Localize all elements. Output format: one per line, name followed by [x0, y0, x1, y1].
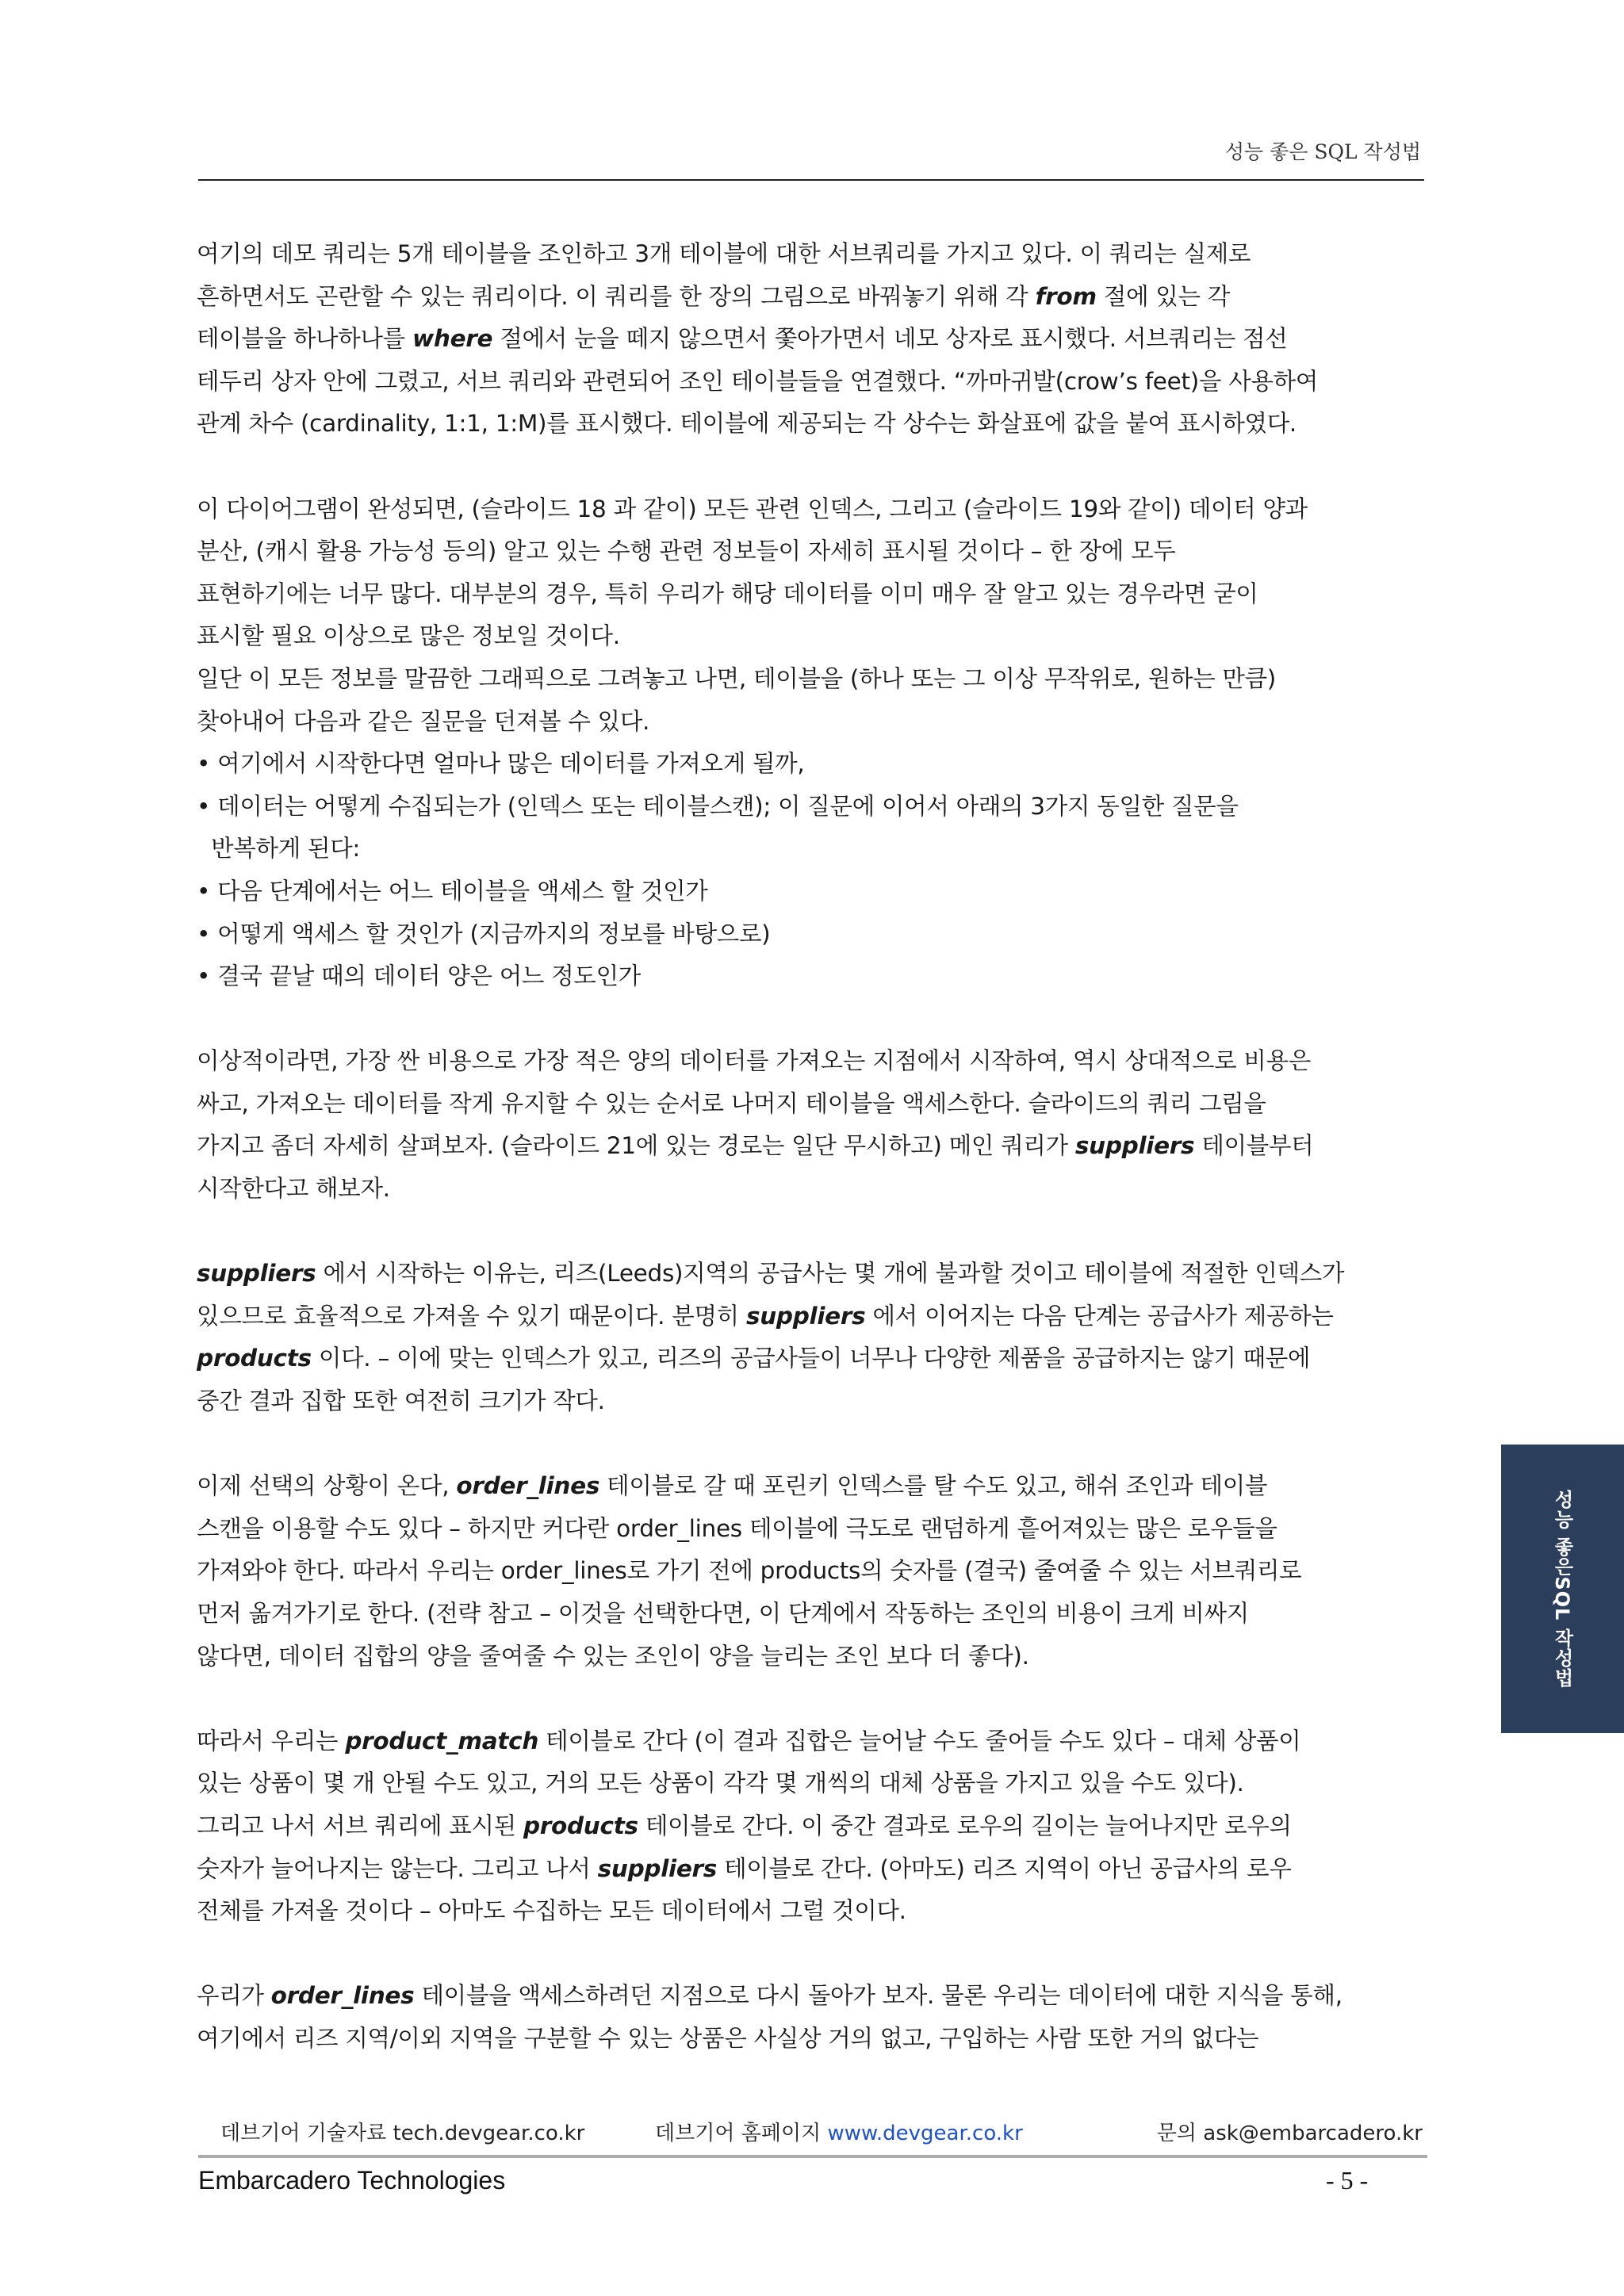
- text-segment: 따라서 우리는: [197, 1727, 346, 1755]
- text-segment: 가지고 좀더 자세히 살펴보자. (슬라이드 21에 있는 경로는 일단 무시하고) 메인 쿼리가: [197, 1132, 1075, 1160]
- text-segment: 이제 선택의 상황이 온다,: [197, 1472, 457, 1500]
- page-number: - 5 -: [1326, 2166, 1369, 2195]
- text-segment: 테이블부터: [1194, 1132, 1314, 1160]
- text-segment: 이 다이어그램이 완성되면, (슬라이드 18 과 같이) 모든 관련 인덱스, 그리고 (슬라이드 19와 같이) 데이터 양과: [197, 495, 1308, 522]
- footer-home-label: 데브기어 홈페이지: [655, 2122, 822, 2145]
- table-name-term: suppliers: [597, 1854, 718, 1882]
- footer-company: Embarcadero Technologies: [198, 2166, 506, 2195]
- text-line: [197, 913, 1434, 956]
- text-segment: 테이블을 하나하나를: [197, 325, 412, 353]
- footer-contact-label: 문의: [1156, 2122, 1197, 2145]
- header-rule: [198, 179, 1424, 181]
- text-segment: 싸고, 가져오는 데이터를 작게 유지할 수 있는 순서로 나머지 테이블을 액세스한다. 슬라이드의 쿼리 그림을: [197, 1089, 1266, 1117]
- text-segment: 절에서 눈을 떼지 않으면서 쫓아가면서 네모 상자로 표시했다. 서브쿼리는 점선: [492, 325, 1288, 353]
- text-segment: 흔하면서도 곤란할 수 있는 쿼리이다. 이 쿼리를 한 장의 그림으로 바꿔놓기 위해 각: [197, 282, 1036, 310]
- text-line: [197, 615, 1434, 658]
- paragraph-2: [197, 488, 1434, 998]
- page-header-title: 성능 좋은 SQL 작성법: [1224, 140, 1421, 163]
- text-line: [197, 1550, 1434, 1593]
- text-segment: 테이블로 갈 때 포린키 인덱스를 탈 수도 있고, 해쉬 조인과 테이블: [599, 1472, 1268, 1500]
- text-line: [197, 488, 1434, 531]
- text-line: [197, 1083, 1434, 1126]
- text-line: [197, 573, 1434, 616]
- text-segment: 우리가: [197, 1982, 271, 2010]
- text-line: [197, 1125, 1434, 1168]
- text-segment: 가져와야 한다. 따라서 우리는 order_lines로 가기 전에 products의 숫자를 (결국) 줄여줄 수 있는 서브쿼리로: [197, 1557, 1302, 1585]
- text-line: [197, 828, 1434, 871]
- paragraph-7: [197, 1975, 1434, 2060]
- table-name-term: suppliers: [745, 1302, 866, 1330]
- text-segment: 먼저 옮겨가기로 한다. (전략 참고 – 이것을 선택한다면, 이 단계에서 작동하는 조인의 비용이 크게 비싸지: [197, 1600, 1249, 1627]
- text-segment: 여기의 데모 쿼리는 5개 테이블을 조인하고 3개 테이블에 대한 서브쿼리를 가지고 있다. 이 쿼리는 실제로: [197, 240, 1251, 267]
- text-segment: 테이블을 액세스하려던 지점으로 다시 돌아가 보자. 물론 우리는 데이터에 대한 지식을 통해,: [414, 1982, 1342, 2010]
- text-line: [197, 1508, 1434, 1551]
- text-line: [197, 871, 1434, 913]
- side-chapter-tab: [1501, 1445, 1624, 1733]
- text-segment: 테두리 상자 안에 그렸고, 서브 쿼리와 관련되어 조인 테이블들을 연결했다. “까마귀발(crow’s feet)을 사용하여: [197, 367, 1319, 395]
- text-segment: 절에 있는 각: [1096, 282, 1231, 310]
- paragraph-5: [197, 1465, 1434, 1678]
- text-segment: 이상적이라면, 가장 싼 비용으로 가장 적은 양의 데이터를 가져오는 지점에서 시작하여, 역시 상대적으로 비용은: [197, 1047, 1312, 1075]
- footer-tech-site[interactable]: tech.devgear.co.kr: [393, 2122, 585, 2145]
- body-content: [197, 233, 1434, 2061]
- text-line: [197, 361, 1434, 404]
- text-line: [197, 2018, 1434, 2061]
- table-name-term: suppliers: [1074, 1132, 1195, 1160]
- text-segment: 이다. – 이에 맞는 인덱스가 있고, 리즈의 공급사들이 너무나 다양한 제품을 공급하지는 않기 때문에: [311, 1345, 1311, 1372]
- text-segment: 테이블로 간다. 이 중간 결과로 로우의 길이는 늘어나지만 로우의: [638, 1812, 1292, 1839]
- text-segment: 중간 결과 집합 또한 여전히 크기가 작다.: [197, 1387, 605, 1415]
- side-tab-label: 성능 좋은SQL 작성법: [1551, 1490, 1573, 1688]
- text-line: [197, 1890, 1434, 1933]
- text-segment: 전체를 가져올 것이다 – 아마도 수집하는 모든 데이터에서 그럴 것이다.: [197, 1897, 906, 1925]
- table-name-term: product_match: [345, 1727, 539, 1755]
- table-name-term: order_lines: [456, 1472, 600, 1500]
- text-line: [197, 318, 1434, 361]
- text-line: [197, 276, 1434, 319]
- text-line: [197, 1762, 1434, 1805]
- text-segment: 일단 이 모든 정보를 말끔한 그래픽으로 그려놓고 나면, 테이블을 (하나 또는 그 이상 무작위로, 원하는 만큼): [197, 664, 1277, 692]
- footer-tech-label: 데브기어 기술자료: [220, 2122, 387, 2145]
- footer-home-link[interactable]: www.devgear.co.kr: [827, 2122, 1023, 2145]
- text-line: [197, 743, 1434, 786]
- text-segment: • 결국 끝날 때의 데이터 양은 어느 정도인가: [197, 962, 641, 990]
- text-segment: 표현하기에는 너무 많다. 대부분의 경우, 특히 우리가 해당 데이터를 이미 매우 잘 알고 있는 경우라면 굳이: [197, 580, 1258, 607]
- text-segment: 숫자가 늘어나지는 않는다. 그리고 나서: [197, 1854, 598, 1882]
- text-segment: 시작한다고 해보자.: [197, 1175, 390, 1203]
- footer-links: [220, 2117, 1423, 2149]
- text-segment: 있으므로 효율적으로 가져올 수 있기 때문이다. 분명히: [197, 1302, 746, 1330]
- text-line: [197, 701, 1434, 744]
- table-name-term: products: [523, 1812, 638, 1839]
- text-segment: 스캔을 이용할 수도 있다 – 하지만 커다란 order_lines 테이블에 극도로 랜덤하게 흩어져있는 많은 로우들을: [197, 1514, 1277, 1542]
- text-line: [197, 1805, 1434, 1848]
- text-line: [197, 1253, 1434, 1295]
- text-segment: 표시할 필요 이상으로 많은 정보일 것이다.: [197, 622, 620, 650]
- text-line: [197, 1636, 1434, 1678]
- paragraph-1: [197, 233, 1434, 446]
- text-segment: 분산, (캐시 활용 가능성 등의) 알고 있는 수행 관련 정보들이 자세히 표시될 것이다 – 한 장에 모두: [197, 538, 1176, 565]
- text-line: [197, 1295, 1434, 1338]
- text-segment: 테이블로 간다. (아마도) 리즈 지역이 아닌 공급사의 로우: [717, 1854, 1292, 1882]
- text-line: [197, 1975, 1434, 2018]
- text-segment: • 어떻게 액세스 할 것인가 (지금까지의 정보를 바탕으로): [197, 920, 771, 947]
- text-line: [197, 1848, 1434, 1891]
- table-name-term: suppliers: [197, 1260, 316, 1288]
- paragraph-6: [197, 1720, 1434, 1933]
- text-segment: 그리고 나서 서브 쿼리에 표시된: [197, 1812, 523, 1839]
- text-segment: • 여기에서 시작한다면 얼마나 많은 데이터를 가져오게 될까,: [197, 750, 805, 778]
- text-line: [197, 786, 1434, 828]
- text-line: [197, 1040, 1434, 1083]
- text-line: [197, 403, 1434, 446]
- text-line: [197, 1380, 1434, 1423]
- text-segment: • 데이터는 어떻게 수집되는가 (인덱스 또는 테이블스캔); 이 질문에 이어서 아래의 3가지 동일한 질문을: [197, 792, 1239, 820]
- text-segment: 찾아내어 다음과 같은 질문을 던져볼 수 있다.: [197, 707, 650, 735]
- text-segment: 에서 이어지는 다음 단계는 공급사가 제공하는: [865, 1302, 1334, 1330]
- text-line: [197, 233, 1434, 276]
- text-line: [197, 1720, 1434, 1763]
- footer-contact: [1157, 2117, 1423, 2146]
- text-segment: • 다음 단계에서는 어느 테이블을 액세스 할 것인가: [197, 877, 708, 905]
- text-line: [197, 1168, 1434, 1211]
- footer-home: [655, 2117, 1023, 2146]
- footer-rule: [198, 2155, 1427, 2158]
- text-segment: 반복하게 된다:: [197, 835, 361, 863]
- paragraph-3: [197, 1040, 1434, 1210]
- table-name-term: order_lines: [270, 1982, 415, 2010]
- text-segment: 관계 차수 (cardinality, 1:1, 1:M)를 표시했다. 테이블에 제공되는 각 상수는 화살표에 값을 붙여 표시하였다.: [197, 410, 1297, 438]
- text-segment: 여기에서 리즈 지역/이외 지역을 구분할 수 있는 상품은 사실상 거의 없고, 구입하는 사람 또한 거의 없다는: [197, 2024, 1259, 2052]
- table-name-term: where: [412, 325, 493, 353]
- text-line: [197, 1337, 1434, 1380]
- text-segment: 있는 상품이 몇 개 안될 수도 있고, 거의 모든 상품이 각각 몇 개씩의 대체 상품을 가지고 있을 수도 있다).: [197, 1770, 1244, 1797]
- text-segment: 않다면, 데이터 집합의 양을 줄여줄 수 있는 조인이 양을 늘리는 조인 보다 더 좋다).: [197, 1642, 1029, 1670]
- footer-tech: [220, 2117, 584, 2146]
- paragraph-4: [197, 1253, 1434, 1422]
- text-line: [197, 1465, 1434, 1508]
- text-segment: 테이블로 간다 (이 결과 집합은 늘어날 수도 줄어들 수도 있다 – 대체 상품이: [538, 1727, 1301, 1755]
- text-line: [197, 955, 1434, 998]
- text-line: [197, 530, 1434, 573]
- footer-contact-email[interactable]: ask@embarcadero.kr: [1203, 2122, 1423, 2145]
- text-segment: 에서 시작하는 이유는, 리즈(Leeds)지역의 공급사는 몇 개에 불과할 것이고 테이블에 적절한 인덱스가: [316, 1260, 1345, 1288]
- text-line: [197, 1593, 1434, 1636]
- table-name-term: products: [197, 1345, 312, 1372]
- text-line: [197, 658, 1434, 701]
- table-name-term: from: [1035, 282, 1097, 310]
